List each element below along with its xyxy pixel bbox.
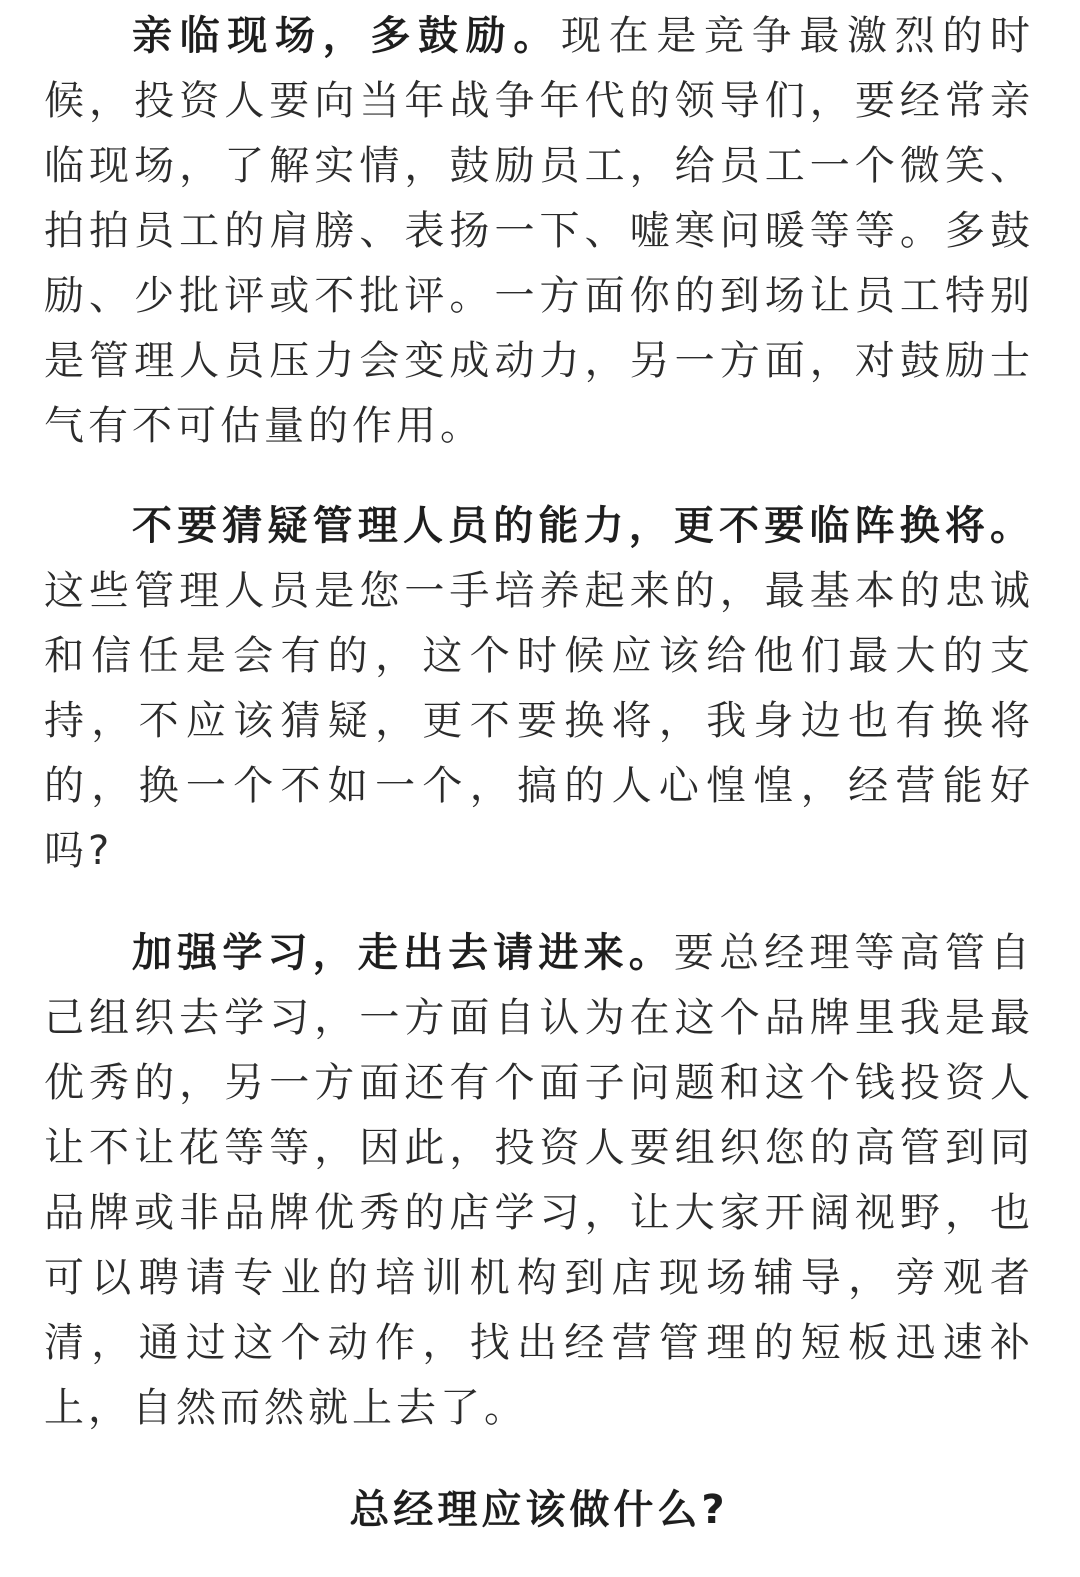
paragraph-on-site-encouragement xyxy=(44,4,1034,459)
paragraph-text: 这些管理人员是您一手培养起来的，最基本的忠诚和信任是会有的，这个时候应该给他们最大的支持，不应该猜疑，更不要换将，我身边也有换将的，换一个不如一个，搞的人心惶惶，经营能好吗? xyxy=(44,568,1034,874)
paragraph-trust-managers xyxy=(44,494,1034,884)
paragraph-text: 现在是竞争最激烈的时候，投资人要向当年战争年代的领导们，要经常亲临现场，了解实情，鼓励员工，给员工一个微笑、拍拍员工的肩膀、表扬一下、嘘寒问暖等等。多鼓励、少批评或不批评。一方面你的到场让员工特别是管理人员压力会变成动力，另一方面，对鼓励士气有不可估量的作用。 xyxy=(44,13,1034,449)
paragraph-text: 要总经理等高管自己组织去学习，一方面自认为在这个品牌里我是最优秀的，另一方面还有个面子问题和这个钱投资人让不让花等等，因此，投资人要组织您的高管到同品牌或非品牌优秀的店学习，让大家开阔视野，也可以聘请专业的培训机构到店现场辅导，旁观者清，通过这个动作，找出经营管理的短板迅速补上，自然而然就上去了。 xyxy=(44,930,1035,1431)
section-heading: 总经理应该做什么? xyxy=(349,1487,729,1533)
paragraph-learning xyxy=(44,921,1034,1441)
paragraph-lead: 不要猜疑管理人员的能力，更不要临阵换将。 xyxy=(132,503,1034,549)
paragraph-lead: 加强学习，走出去请进来。 xyxy=(132,930,674,976)
paragraph-lead: 亲临现场，多鼓励。 xyxy=(132,13,561,59)
